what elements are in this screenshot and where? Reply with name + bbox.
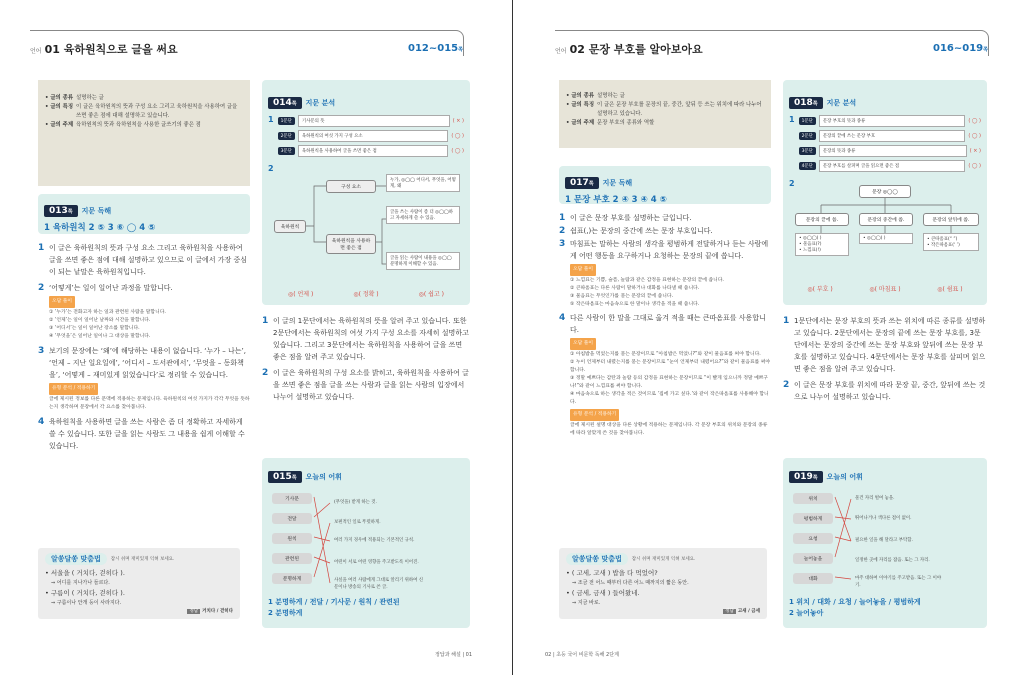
tree-node: 육하원칙을 사용하면 좋은 점: [326, 234, 376, 254]
vocab-def: 뛰어나거나 색다른 점이 없이.: [855, 516, 912, 521]
blank-answer: ◎( 쉼표 ): [937, 286, 963, 293]
q017-num-text: 017: [570, 178, 589, 188]
tree-node: 구성 요소: [326, 180, 376, 193]
para-text: 문장 부호를 살펴며 글을 읽으면 좋은 점: [819, 160, 965, 172]
q-no: 3: [38, 346, 45, 356]
info-key: • 글의 종류: [45, 95, 74, 101]
right-page-range: [933, 43, 988, 54]
left-col-a: [38, 80, 250, 456]
question: [262, 315, 470, 363]
q019-num-text: 019: [794, 472, 813, 482]
spelling-answer: [45, 608, 233, 614]
spelling-title: 알쏭달쏭 맞춤법: [566, 553, 628, 565]
vocab-word: 늘어놓을: [793, 553, 833, 564]
q014-unit: 쪽: [291, 101, 297, 107]
blank-answer: ◎( 언제 ): [288, 291, 314, 298]
q-no: 4: [38, 417, 45, 427]
tip-box: [38, 294, 250, 341]
q-text: 다른 사람이 한 말을 그대로 옮겨 적을 때는 큰따옴표를 사용합니다.: [570, 314, 766, 334]
vocab-word: 전달: [272, 513, 312, 524]
para-mark: ( ◯ ): [451, 133, 464, 139]
spelling-item: ⇒ 지금 바로.: [572, 600, 601, 606]
q015-box: [262, 458, 470, 628]
para-row: [278, 115, 464, 127]
q013-label: 지문 독해: [81, 207, 112, 215]
question: [783, 315, 987, 375]
info-val: 설명하는 글: [76, 95, 104, 101]
vocab-def: 여러 가지 경우에 적용되는 기본적인 규칙.: [334, 538, 415, 543]
q018-num-text: 018: [794, 98, 813, 108]
tip-line: ③ 물음표는 무엇인가를 묻는 문장의 끝에 씁니다.: [570, 294, 674, 299]
question: [559, 312, 771, 336]
tip-box: [559, 336, 771, 438]
tree-leaf: • ◎◯◯( ) • 물음표(?) • 느낌표(!): [795, 233, 849, 256]
para-row: [799, 115, 981, 127]
vocab-word: 기사문: [272, 493, 312, 504]
blank-answer: ◎( 부호 ): [807, 286, 833, 293]
q017-label: 지문 독해: [602, 179, 633, 187]
q018-num: [789, 97, 823, 109]
info-row: [566, 101, 764, 119]
spelling-sub: 잠시 쉬며 재미있게 익혀 보세요.: [631, 557, 696, 562]
q014-box: [262, 80, 470, 305]
q018-tree: [789, 179, 981, 284]
q018-answers: [789, 284, 981, 293]
info-key: • 글의 주제: [45, 122, 74, 128]
info-row: [45, 121, 243, 130]
q013-unit: 쪽: [67, 209, 73, 215]
q014-label: 지문 분석: [305, 99, 336, 107]
tree-leaf: • 큰따옴표(“ ”) • 작은따옴표(‘ ’): [923, 233, 979, 251]
info-key: • 글의 주제: [566, 120, 595, 126]
vocab-def: 일정한 곳에 자리를 잡음. 또는 그 자리.: [855, 558, 930, 563]
tip-line: ① 느낌표는 기쁨, 슬픔, 놀람과 같은 감정을 표현하는 문장의 끝에 씁니다.: [570, 278, 724, 283]
q014-num: [268, 97, 302, 109]
vocab-word: 요청: [793, 533, 833, 544]
q-no: 4: [559, 313, 566, 323]
para-row: [278, 130, 464, 142]
left-info-box: [38, 80, 250, 186]
vocab-def: 물건 자리 벌여 놓을.: [855, 496, 895, 501]
question: [559, 225, 771, 237]
tip-line: ② 큰따옴표는 다른 사람이 말하거나 대화를 나타낼 때 씁니다.: [570, 286, 700, 291]
right-info-box: [559, 80, 771, 148]
para-text: 문장의 끝에 쓰는 문장 부호: [819, 130, 965, 142]
right-category: 언어: [555, 47, 567, 55]
spelling-title: 알쏭달쏭 맞춤법: [45, 553, 107, 565]
q017-box: [559, 166, 771, 204]
info-val: 육하원칙의 뜻과 육하원칙을 사용한 글쓰기의 좋은 점: [76, 122, 201, 128]
blank-answer: ◎( 마침표 ): [869, 286, 901, 293]
spelling-answer: [566, 608, 760, 614]
spelling-item: • ( 고세, 고새 ) 밥을 다 먹었어?: [566, 569, 658, 577]
tree-node: 문장의 끝에 씀.: [795, 213, 849, 226]
question: [38, 242, 250, 278]
right-spelling-box: [559, 548, 767, 619]
vocab-answer: 2 늘어놓아: [789, 609, 824, 617]
q-no: 2: [262, 368, 269, 378]
q013-tag: [44, 205, 111, 217]
tip-label: 오답 풀이: [49, 296, 75, 308]
q017-unit: 쪽: [588, 181, 594, 187]
q-no: 2: [559, 226, 566, 236]
q014-answers: [268, 289, 464, 298]
q019-unit: 쪽: [812, 475, 818, 481]
q-no: 2: [783, 380, 790, 390]
left-page-range: [408, 43, 463, 54]
question: [38, 345, 250, 381]
q015-num: [268, 471, 302, 483]
info-row: [45, 94, 243, 103]
q018-questions: [783, 315, 987, 403]
tip-text: 글에 제시된 정보를 다른 문맥에 적용하는 문제입니다. 육하원칙의 여섯 가지가 각각 무엇을 뜻하는지 생각하며 문장에서 각 요소를 찾아봅니다.: [49, 397, 250, 410]
question: [38, 282, 250, 294]
info-val: 문장 부호의 종류와 역할: [597, 120, 655, 126]
tip-label: 유형 분석 / 적용하기: [570, 409, 619, 421]
q-text: 마침표는 말하는 사람의 생각을 평범하게 전달하거나 듣는 사람에게 어떤 행동을 요구하거나 요청하는 문장의 끝에 씁니다.: [570, 240, 769, 260]
vocab-def: (무엇을) 받게 하는 것.: [334, 500, 377, 505]
answer-tag: 정답: [189, 609, 199, 614]
tree-node: 문장의 중간에 씀.: [859, 213, 913, 226]
para-row: [799, 160, 981, 172]
tip-line: ④ ‘무엇을’은 일어난 일이나 그 대상을 말합니다.: [49, 334, 151, 339]
question: [559, 212, 771, 224]
q015-tag: [268, 471, 342, 483]
q-no: 1: [783, 316, 790, 326]
info-key: • 글의 특징: [566, 102, 595, 108]
para-mark: ( ◯ ): [451, 148, 464, 154]
left-col-b: [262, 80, 470, 407]
q019-box: [783, 458, 987, 628]
para-rows: [278, 115, 464, 160]
q-text: 쉼표(,)는 문장의 중간에 쓰는 문장 부호입니다.: [570, 227, 713, 235]
vocab-answer: 1 분명하게 / 전달 / 기사문 / 원칙 / 관련된: [268, 598, 400, 606]
para-row: [278, 145, 464, 157]
vocab-def: 보편적인 일로 뚜렷하게.: [334, 520, 381, 525]
para-rows: [799, 115, 981, 175]
right-pages: 016~019: [933, 43, 984, 54]
q014-questions: [262, 315, 470, 403]
tree-root: 문장 ◎◯◯: [859, 185, 911, 198]
tip-line: ⑤ 작은따옴표는 마음속으로 한 말이나 생각을 적을 때 씁니다.: [570, 302, 700, 307]
vocab-match: [268, 483, 464, 593]
spelling-head: [45, 553, 233, 565]
tree-root: 육하원칙: [274, 220, 306, 233]
q019-tag: [789, 471, 863, 483]
para-mark: ( × ): [452, 118, 464, 124]
q017-tag: [565, 177, 632, 189]
part-no: 1: [268, 115, 274, 124]
tree-leaf: 글을 읽는 사람이 내용을 ◎◯◯ 분명하게 이해할 수 있음.: [386, 252, 460, 270]
info-row: [45, 103, 243, 121]
question: [262, 367, 470, 403]
tip-line: ② ‘언제’는 일이 일어난 날짜와 시간을 말합니다.: [49, 318, 151, 323]
info-row: [566, 119, 764, 128]
q-text: 이 글은 문장 부호를 설명하는 글입니다.: [570, 214, 692, 222]
q013-answers: 1 육하원칙 2 ⑤ 3 ⑥ ◯ 4 ⑤: [44, 223, 156, 233]
left-title-text: 01 육하원칙으로 글을 써요: [44, 42, 178, 56]
left-header: [30, 30, 464, 56]
q-no: 3: [559, 239, 566, 249]
info-val: 이 글은 문장 부호를 문장의 끝, 중간, 앞뒤 등 쓰는 위치에 따라 나누어 설명하고 있습니다.: [597, 102, 762, 117]
q017-num: [565, 177, 599, 189]
q013-num-text: 013: [49, 206, 68, 216]
q015-unit: 쪽: [291, 475, 297, 481]
q-no: 1: [38, 243, 45, 253]
q015-label: 오늘의 어휘: [305, 473, 342, 481]
spelling-item: ⇒ 조금 전 어느 때부터 다른 어느 때까지의 짧은 동안.: [572, 580, 689, 586]
q014-num-text: 014: [273, 98, 292, 108]
para-text: 육하원칙을 사용하여 글을 쓰면 좋은 점: [298, 145, 448, 157]
tip-label: 유형 분석 / 적용하기: [49, 383, 98, 395]
right-col-b: [783, 80, 987, 407]
q-text: 육하원칙을 사용하면 글을 쓰는 사람은 좀 더 정확하고 자세하게 쓸 수 있습니다. 또한 글을 읽는 사람도 그 내용을 쉽게 이해할 수 있습니다.: [49, 418, 245, 450]
q014-tag: [268, 97, 335, 109]
right-title: [555, 41, 703, 57]
tip-box: [559, 262, 771, 309]
tree-leaf: • ◎◯◯( ): [859, 233, 913, 244]
q014-tree: [268, 164, 464, 289]
spelling-item: ⇒ 어디를 지나가나 들르다.: [51, 580, 110, 586]
q018-label: 지문 분석: [826, 99, 857, 107]
right-title-text: 02 문장 부호를 알아보아요: [569, 42, 703, 56]
vocab-word: 위치: [793, 493, 833, 504]
vocab-word: 원칙: [272, 533, 312, 544]
spelling-head: [566, 553, 760, 565]
left-spelling-box: [38, 548, 240, 619]
answer-tag: 정답: [725, 609, 734, 614]
para-text: 문장의 뜻과 종류: [819, 145, 967, 157]
para-mark: ( ◯ ): [968, 133, 981, 139]
para-mark: ( ◯ ): [968, 163, 981, 169]
tip-label: 오답 풀이: [570, 264, 596, 276]
info-val: 설명하는 글: [597, 93, 625, 99]
para-row: [799, 130, 981, 142]
vocab-def: 사실을 여러 사람에게 그대로 알리기 위하여 신문이나 방송의 기사로 쓴 글.: [334, 578, 423, 590]
answer-text: 거치다 / 걷히다: [202, 609, 233, 614]
vocab-word: 대화: [793, 573, 833, 584]
q-text: 이 글은 육하원칙의 구성 요소를 밝히고, 육하원칙을 사용하여 글을 쓰면 좋은 점을 글을 쓰는 사람과 글을 읽는 사람의 입장에서 나누어 설명하고 있습니다.: [273, 369, 469, 401]
spelling-sub: 잠시 쉬며 재미있게 익혀 보세요.: [110, 557, 175, 562]
para-chip: 4문단: [799, 162, 816, 170]
tree-node: 문장의 앞뒤에 씀.: [923, 213, 979, 226]
para-chip: 3문단: [278, 147, 295, 155]
q018-box: [783, 80, 987, 305]
vocab-word: 평범하게: [793, 513, 833, 524]
info-row: [566, 92, 764, 101]
tree-leaf: 누가, ◎◯◯ 어디서, 무엇을, 어떻게, 왜: [386, 174, 460, 192]
tip-line: ④ 마음속으로 하는 생각을 적은 것이므로 ‘집에 가고 싶다.’와 같이 작은따옴표를 사용해야 합니다.: [570, 392, 769, 405]
left-footer: 정답과 해설 | 01: [435, 652, 472, 658]
q013-box: [38, 194, 250, 234]
q-no: 1: [559, 213, 566, 223]
info-val: 이 글은 육하원칙의 뜻과 구성 요소 그리고 육하원칙을 사용하여 글을 쓰면 좋은 점에 대해 설명하고 있습니다.: [76, 104, 238, 119]
right-pages-unit: 쪽: [983, 47, 988, 53]
q-text: 보기의 문장에는 ‘왜’에 해당하는 내용이 없습니다. ‘누가 – 나는’, ‘언제 – 지난 일요일에’, ‘어디서 – 도서관에서’, ‘무엇을 – 동화책을’, ‘어떻게 – 재미있게 읽었습니다’로 정리할 수 있습니다.: [49, 347, 246, 379]
tip-line: ② 누이 언제부터 내렸는지를 묻는 문장이므로 “눈이 언제부터 내렸어요?”와 같이 물음표를 써야 합니다.: [570, 360, 771, 373]
q017-answers: 1 문장 부호 2 ④ 3 ④ 4 ⑤: [565, 195, 667, 205]
para-row: [799, 145, 981, 157]
q018-tag: [789, 97, 856, 109]
left-pages: 012~015: [408, 43, 459, 54]
q018-part1: [789, 115, 981, 175]
vocab-def: 어떤이 서로 어떤 영향을 주고받도록 이어진.: [334, 560, 419, 565]
blank-answer: ◎( 정확 ): [353, 291, 379, 298]
vocab-match: [789, 483, 981, 593]
para-chip: 2문단: [278, 132, 295, 140]
right-page: [513, 0, 1024, 675]
right-header: [555, 30, 989, 56]
spelling-item: • 서울을 ( 거치다, 걷히다 ).: [45, 569, 125, 577]
info-key: • 글의 종류: [566, 93, 595, 99]
right-col-a: [559, 80, 771, 441]
tip-box: [38, 381, 250, 412]
blank-answer: ◎( 쉽고 ): [418, 291, 444, 298]
vocab-def: 필요한 일을 해 달라고 부탁함.: [855, 538, 913, 543]
q-text: 이 글은 문장 부호를 위치에 따라 문장 끝, 중간, 앞뒤에 쓰는 것으로 나누어 설명하고 있습니다.: [794, 381, 986, 401]
q-text: ‘어떻게’는 일이 일어난 과정을 말합니다.: [49, 284, 173, 292]
q-text: 이 글은 육하원칙의 뜻과 구성 요소 그리고 육하원칙을 사용하여 글을 쓰면 좋은 점에 대해 설명하고 있으므로 이 글에서 가장 중심이 되는 낱말은 육하원칙입니다.: [49, 244, 248, 276]
q-no: 1: [262, 316, 269, 326]
question: [559, 238, 771, 262]
tip-label: 오답 풀이: [570, 338, 596, 350]
vocab-answer: 2 분명하게: [268, 609, 303, 617]
part-no: 1: [789, 115, 795, 124]
tree-leaf: 글을 쓰는 사람이 좀 더 ◎◯◯하고 자세하게 쓸 수 있음.: [386, 206, 460, 224]
para-text: 육하원칙의 여섯 가지 구성 요소: [298, 130, 448, 142]
tip-line: ① 아침밥을 먹었는지를 묻는 문장이므로 “아침밥은 먹었니?”와 같이 물음표를 써야 합니다.: [570, 352, 761, 357]
left-questions: [38, 242, 250, 452]
para-text: 문장 부호의 뜻과 종류: [819, 115, 965, 127]
para-chip: 3문단: [799, 147, 816, 155]
part-no: 2: [789, 179, 795, 188]
para-mark: ( × ): [969, 148, 981, 154]
q018-unit: 쪽: [812, 101, 818, 107]
answer-text: 고새 / 금세: [737, 609, 760, 614]
info-key: • 글의 특징: [45, 104, 74, 110]
vocab-def: 마주 대하여 이야기를 주고받음. 또는 그 이야기.: [855, 576, 942, 588]
left-pages-unit: 쪽: [458, 47, 463, 53]
q019-label: 오늘의 어휘: [826, 473, 863, 481]
tip-line: ① ‘누가’는 전화고자 하는 일과 관련된 사람을 말합니다.: [49, 310, 166, 315]
spelling-item: ⇒ 구름이나 안개 등이 사라지다.: [51, 600, 122, 606]
tip-text: 글에 제시된 설명 대상을 다른 상황에 적용하는 문제입니다. 각 문장 부호의 위치와 문장의 종류에 따라 알맞게 쓴 것을 찾아봅니다.: [570, 423, 768, 436]
q013-num: [44, 205, 78, 217]
question: [38, 416, 250, 452]
left-title: [30, 41, 178, 57]
q014-part1: [268, 115, 464, 160]
q-text: 1문단에서는 문장 부호의 뜻과 쓰는 위치에 따른 종류를 설명하고 있습니다. 2문단에서는 문장의 끝에 쓰는 문장 부호를, 3문단에서는 문장의 중간에 쓰는 문장 부호와 앞뒤에 쓰는 문장 부호를 설명하고 있습니다. 4문단에서는 문장 부호를 살피며 읽으면 좋은 점을 알려 주고 있습니다.: [794, 317, 986, 373]
left-category: 언어: [30, 47, 42, 55]
para-chip: 1문단: [799, 117, 816, 125]
para-chip: 1문단: [278, 117, 295, 125]
q-no: 2: [38, 283, 45, 293]
vocab-answer: 1 위치 / 대화 / 요청 / 늘어놓을 / 평범하게: [789, 598, 921, 606]
q015-num-text: 015: [273, 472, 292, 482]
tip-line: ③ 정말 예쁘다는 감탄과 놀람 등의 감정을 표현하는 문장이므로 “이 빨게 입으니까 정말 예쁘구나!”와 같이 느낌표를 써야 합니다.: [570, 376, 769, 389]
vocab-word: 관련된: [272, 553, 312, 564]
spelling-item: • 구름이 ( 거치다, 걷히다 ).: [45, 589, 125, 597]
part-no: 2: [268, 164, 274, 173]
right-footer: 02 | 초등 국어 비문학 독해 2단계: [545, 652, 619, 658]
q019-num: [789, 471, 823, 483]
para-mark: ( ◯ ): [968, 118, 981, 124]
tip-line: ③ ‘어디서’는 일이 일어난 장소를 말합니다.: [49, 326, 140, 331]
para-chip: 2문단: [799, 132, 816, 140]
vocab-word: 분명하게: [272, 573, 312, 584]
para-text: 기사문의 뜻: [298, 115, 450, 127]
q-text: 이 글의 1문단에서는 육하원칙의 뜻을 알려 주고 있습니다. 또한 2문단에서는 육하원칙의 여섯 가지 구성 요소를 자세히 설명하고 있습니다. 그리고 3문단에서는 육하원칙을 사용하여 글을 쓰면 좋은 점을 알려 주고 있습니다.: [273, 317, 469, 361]
right-questions: [559, 212, 771, 438]
spelling-item: • ( 금세, 금새 ) 들어왔네.: [566, 589, 640, 597]
question: [783, 379, 987, 403]
